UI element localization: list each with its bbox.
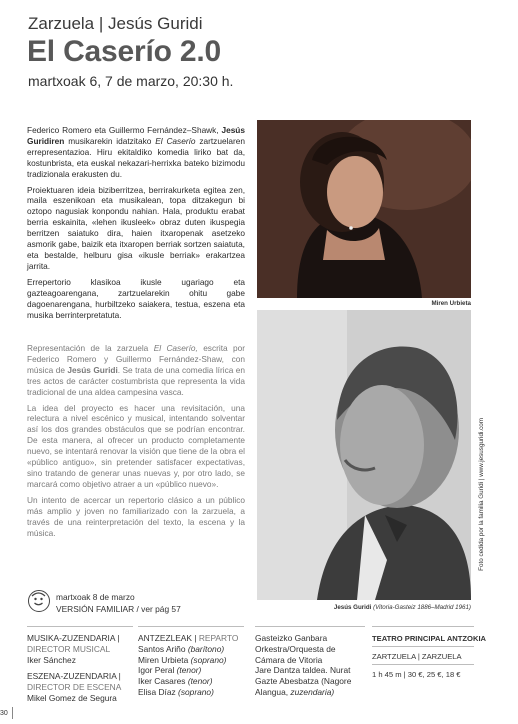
page-number: 30 (0, 710, 8, 717)
cast-member: Iker Casares (tenor) (138, 676, 213, 687)
genre-label: ZARTZUELA | ZARZUELA (372, 652, 462, 661)
basque-paragraph-1: Federico Romero eta Guillermo Fernández–Shawk, Jesús Guridiren musikarekin idatzitako El Caserío zartzuelaren errepresentazioa. Hiru ekitaldiko komedia liriko bat da, kostunbrista, eta euskal nekazari-herrixka bateko bizimodu tradizionala erakusten du. (27, 125, 246, 179)
basque-description (27, 125, 245, 325)
basque-paragraph-2: Proiektuaren ideia biziberritzea, berrirakurketa egitea zen, maila eszenikoan eta musikalean, topa ditzakegun bi oztopo nagusiak konpondu nahian. Hala, produktu erabat berria eskainita, «lehen ikusleek» obraz duten ikuspegia berritzen saiatuko dira, haien itxaropenak asetzeko asmorik gabe, baizik eta itxaropen berriak sortzen saiatuta, eta bestalde, helburu gisa «ikusle berriak» erakartzea jarrita. (27, 184, 245, 271)
ensemble-line: Gasteizko Ganbara (255, 633, 328, 643)
musical-director-label-eu: MUSIKA-ZUZENDARIA | (27, 633, 120, 643)
singer-photo-caption: Miren Urbieta (431, 300, 471, 307)
ensemble-line: Cámara de Vitoria (255, 654, 323, 665)
event-date: martxoak 6, 7 de marzo, 20:30 h. (28, 73, 234, 89)
cast-member: Elisa Díaz (soprano) (138, 686, 214, 697)
stage-director-name: Mikel Gomez de Segura (27, 692, 117, 703)
ensemble-line: Alangua, zuzendaria) (255, 686, 335, 697)
composer-photo (257, 310, 471, 600)
photo-credit: Foto cedida por la familia Guridi | www.jesusguridi.com (478, 418, 485, 571)
composer-photo-caption: Jesús Guridi (Vitoria-Gasteiz 1886–Madrid 1961) (333, 604, 471, 611)
credits-divider-4 (372, 626, 474, 627)
composer-portrait-illustration (257, 310, 471, 600)
genre-divider (372, 664, 474, 665)
credits-divider-2 (138, 626, 244, 627)
musical-director-name: Iker Sánchez (27, 654, 76, 665)
ensemble-line: Orkestra/Orquesta de (255, 643, 336, 654)
singer-photo (257, 120, 471, 298)
credits-cast (138, 633, 250, 698)
ensemble-line: Gazte Abesbatza (Nagore (255, 676, 352, 687)
spanish-paragraph-3: Un intento de acercar un repertorio clásico a un público más amplio y joven no familiarizado con la zarzuela, a través de una reinterpretación del texto, la escena y la música. (27, 494, 245, 538)
venue-divider (372, 646, 474, 647)
cast-member: Santos Ariño (barítono) (138, 643, 225, 654)
ensemble-line: Jare Dantza taldea. Nurat (255, 665, 351, 676)
family-version-link[interactable]: VERSIÓN FAMILIAR / ver pág 57 (56, 604, 181, 614)
credits-divider-3 (255, 626, 365, 627)
duration-price: 1 h 45 m | 30 €, 25 €, 18 € (372, 670, 461, 679)
cast-member: Igor Peral (tenor) (138, 665, 202, 676)
singer-portrait-illustration (257, 120, 471, 298)
event-series: Zarzuela | Jesús Guridi (28, 14, 203, 33)
stage-director-label-eu: ESZENA-ZUZENDARIA | (27, 671, 121, 682)
musical-director-label-es: DIRECTOR MUSICAL (27, 643, 111, 654)
credits-ensemble (255, 633, 369, 698)
spanish-paragraph-1: Representación de la zarzuela El Caserío, escrita por Federico Romero y Guillermo Fernández-Shaw, con música de Jesús Guridi. Se trata de una comedia lírica en tres actos de carácter costumbrista que representa la vida tradicional de una aldea campesina vasca. (27, 343, 245, 397)
venue-name: TEATRO PRINCIPAL ANTZOKIA (372, 634, 487, 643)
child-face-icon (28, 590, 50, 612)
credits-directors (27, 633, 135, 704)
spanish-paragraph-2: La idea del proyecto es hacer una revisitación, una relectura a nivel escénico y musical, intentando solventar así los dos grandes obstáculos que se podrían encontrar. De esta manera, al ofrecer un producto completamente nuevo, se intentará renovar la visión que tiene de la obra el «público antiguo», sin pretender satisfacer expectativas, sino tratando de generar unas nuevas y, por otro lado, se marcará como objetivo atraer a un «público nuevo». (27, 402, 245, 489)
cast-label: ANTZEZLEAK | REPARTO (138, 633, 239, 643)
page-number-bar (12, 707, 13, 719)
stage-director-label-es: DIRECTOR DE ESCENA (27, 682, 122, 693)
cast-member: Miren Urbieta (soprano) (138, 654, 227, 665)
event-title: El Caserío 2.0 (27, 35, 221, 68)
basque-paragraph-3: Errepertorio klasikoa ikusle ugariago eta gazteagoarengana, zartzuelarekin ohitu gabe dagoenarengana, hurbiltzeko saiakera, testua, eszena eta musika berrinterpretatuta. (27, 276, 245, 320)
credits-divider-1 (27, 626, 133, 627)
spanish-description (27, 343, 245, 543)
family-performance-date: martxoak 8 de marzo (56, 592, 135, 602)
